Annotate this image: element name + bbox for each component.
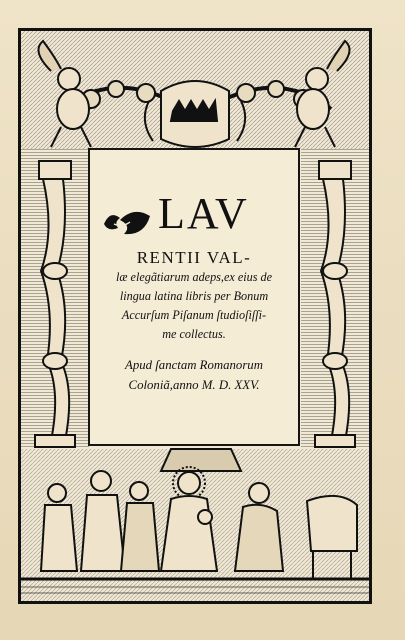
fleuron-icon (100, 206, 154, 240)
imprint-line-2: Coloniã,anno M. D. XXV. (128, 378, 260, 392)
title-line-5: Accurſum Piſanum ſtudioſiſſi- (121, 308, 267, 322)
title-lav: LAV (158, 189, 249, 238)
title-line-6: me collectus. (162, 327, 226, 341)
imprint-line-1: Apud ſanctam Romanorum (125, 358, 263, 372)
title-line-3: læ elegãtiarum adeps,ex eius de (115, 270, 273, 284)
title-heading (100, 188, 292, 248)
title-line-4: lingua latina libris per Bonum (119, 289, 269, 303)
title-panel (88, 148, 300, 446)
title-line-2: RENTII VAL- (136, 248, 252, 267)
